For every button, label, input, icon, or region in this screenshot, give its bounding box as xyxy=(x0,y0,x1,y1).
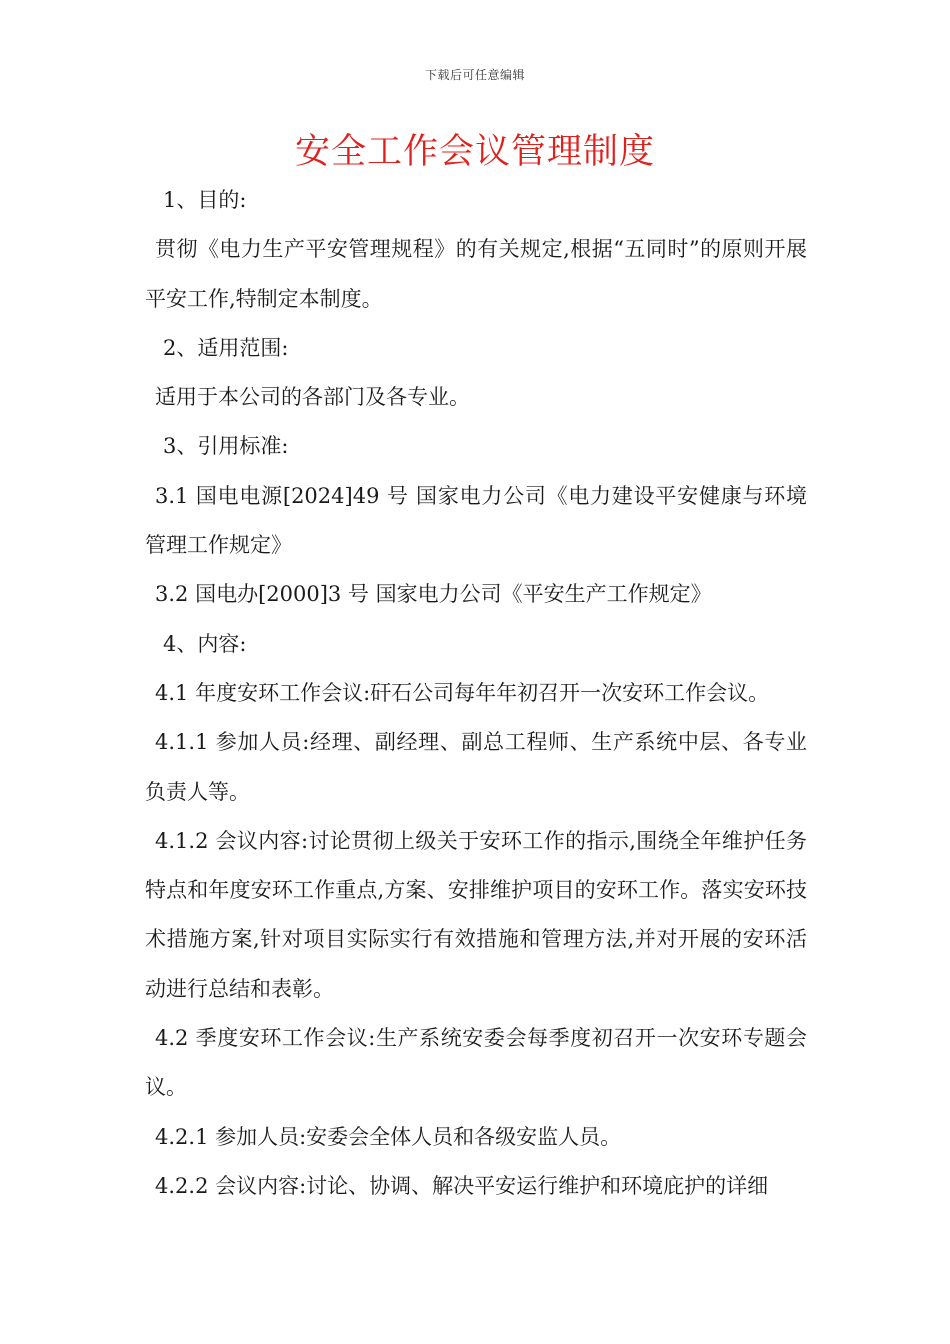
paragraph-4-1-2: 4.1.2 会议内容:讨论贯彻上级关于安环工作的指示,围绕全年维护任务特点和年度安环工作重点,方案、安排维护项目的安环工作。落实安环技术措施方案,针对项目实际实行有效措施和管理方法,并对开展的安环活动进行总结和表彰。 xyxy=(145,828,807,1001)
paragraph-4-1: 4.1 年度安环工作会议:矸石公司每年年初召开一次安环工作会议。 xyxy=(155,680,770,705)
section-heading-references: 3、引用标准: xyxy=(163,434,289,459)
paragraph-4-2: 4.2 季度安环工作会议:生产系统安委会每季度初召开一次安环专题会议。 xyxy=(145,1026,807,1100)
paragraph-reference-3-1: 3.1 国电电源[2024]49 号 国家电力公司《电力建设平安健康与环境管理工作规定》 xyxy=(145,483,807,558)
section-heading-content: 4、内容: xyxy=(163,631,247,656)
section-heading-purpose: 1、目的: xyxy=(163,188,247,212)
paragraph-4-1-1: 4.1.1 参加人员:经理、副经理、副总工程师、生产系统中层、各专业负责人等。 xyxy=(145,730,807,804)
paragraph-scope: 适用于本公司的各部门及各专业。 xyxy=(155,385,470,410)
document-title: 安全工作会议管理制度 xyxy=(294,132,655,172)
paragraph-purpose: 贯彻《电力生产平安管理规程》的有关规定,根据“五同时”的原则开展平安工作,特制定本制度。 xyxy=(145,237,807,311)
paragraph-4-2-1: 4.2.1 参加人员:安委会全体人员和各级安监人员。 xyxy=(155,1124,622,1149)
paragraph-4-2-2: 4.2.2 会议内容:讨论、协调、解决平安运行维护和环境庇护的详细 xyxy=(155,1173,769,1198)
header-note: 下载后可任意编辑 xyxy=(424,68,525,82)
section-heading-scope: 2、适用范围: xyxy=(163,335,289,360)
document-body xyxy=(145,176,807,1211)
paragraph-reference-3-2: 3.2 国电办[2000]3 号 国家电力公司《平安生产工作规定》 xyxy=(155,582,712,607)
